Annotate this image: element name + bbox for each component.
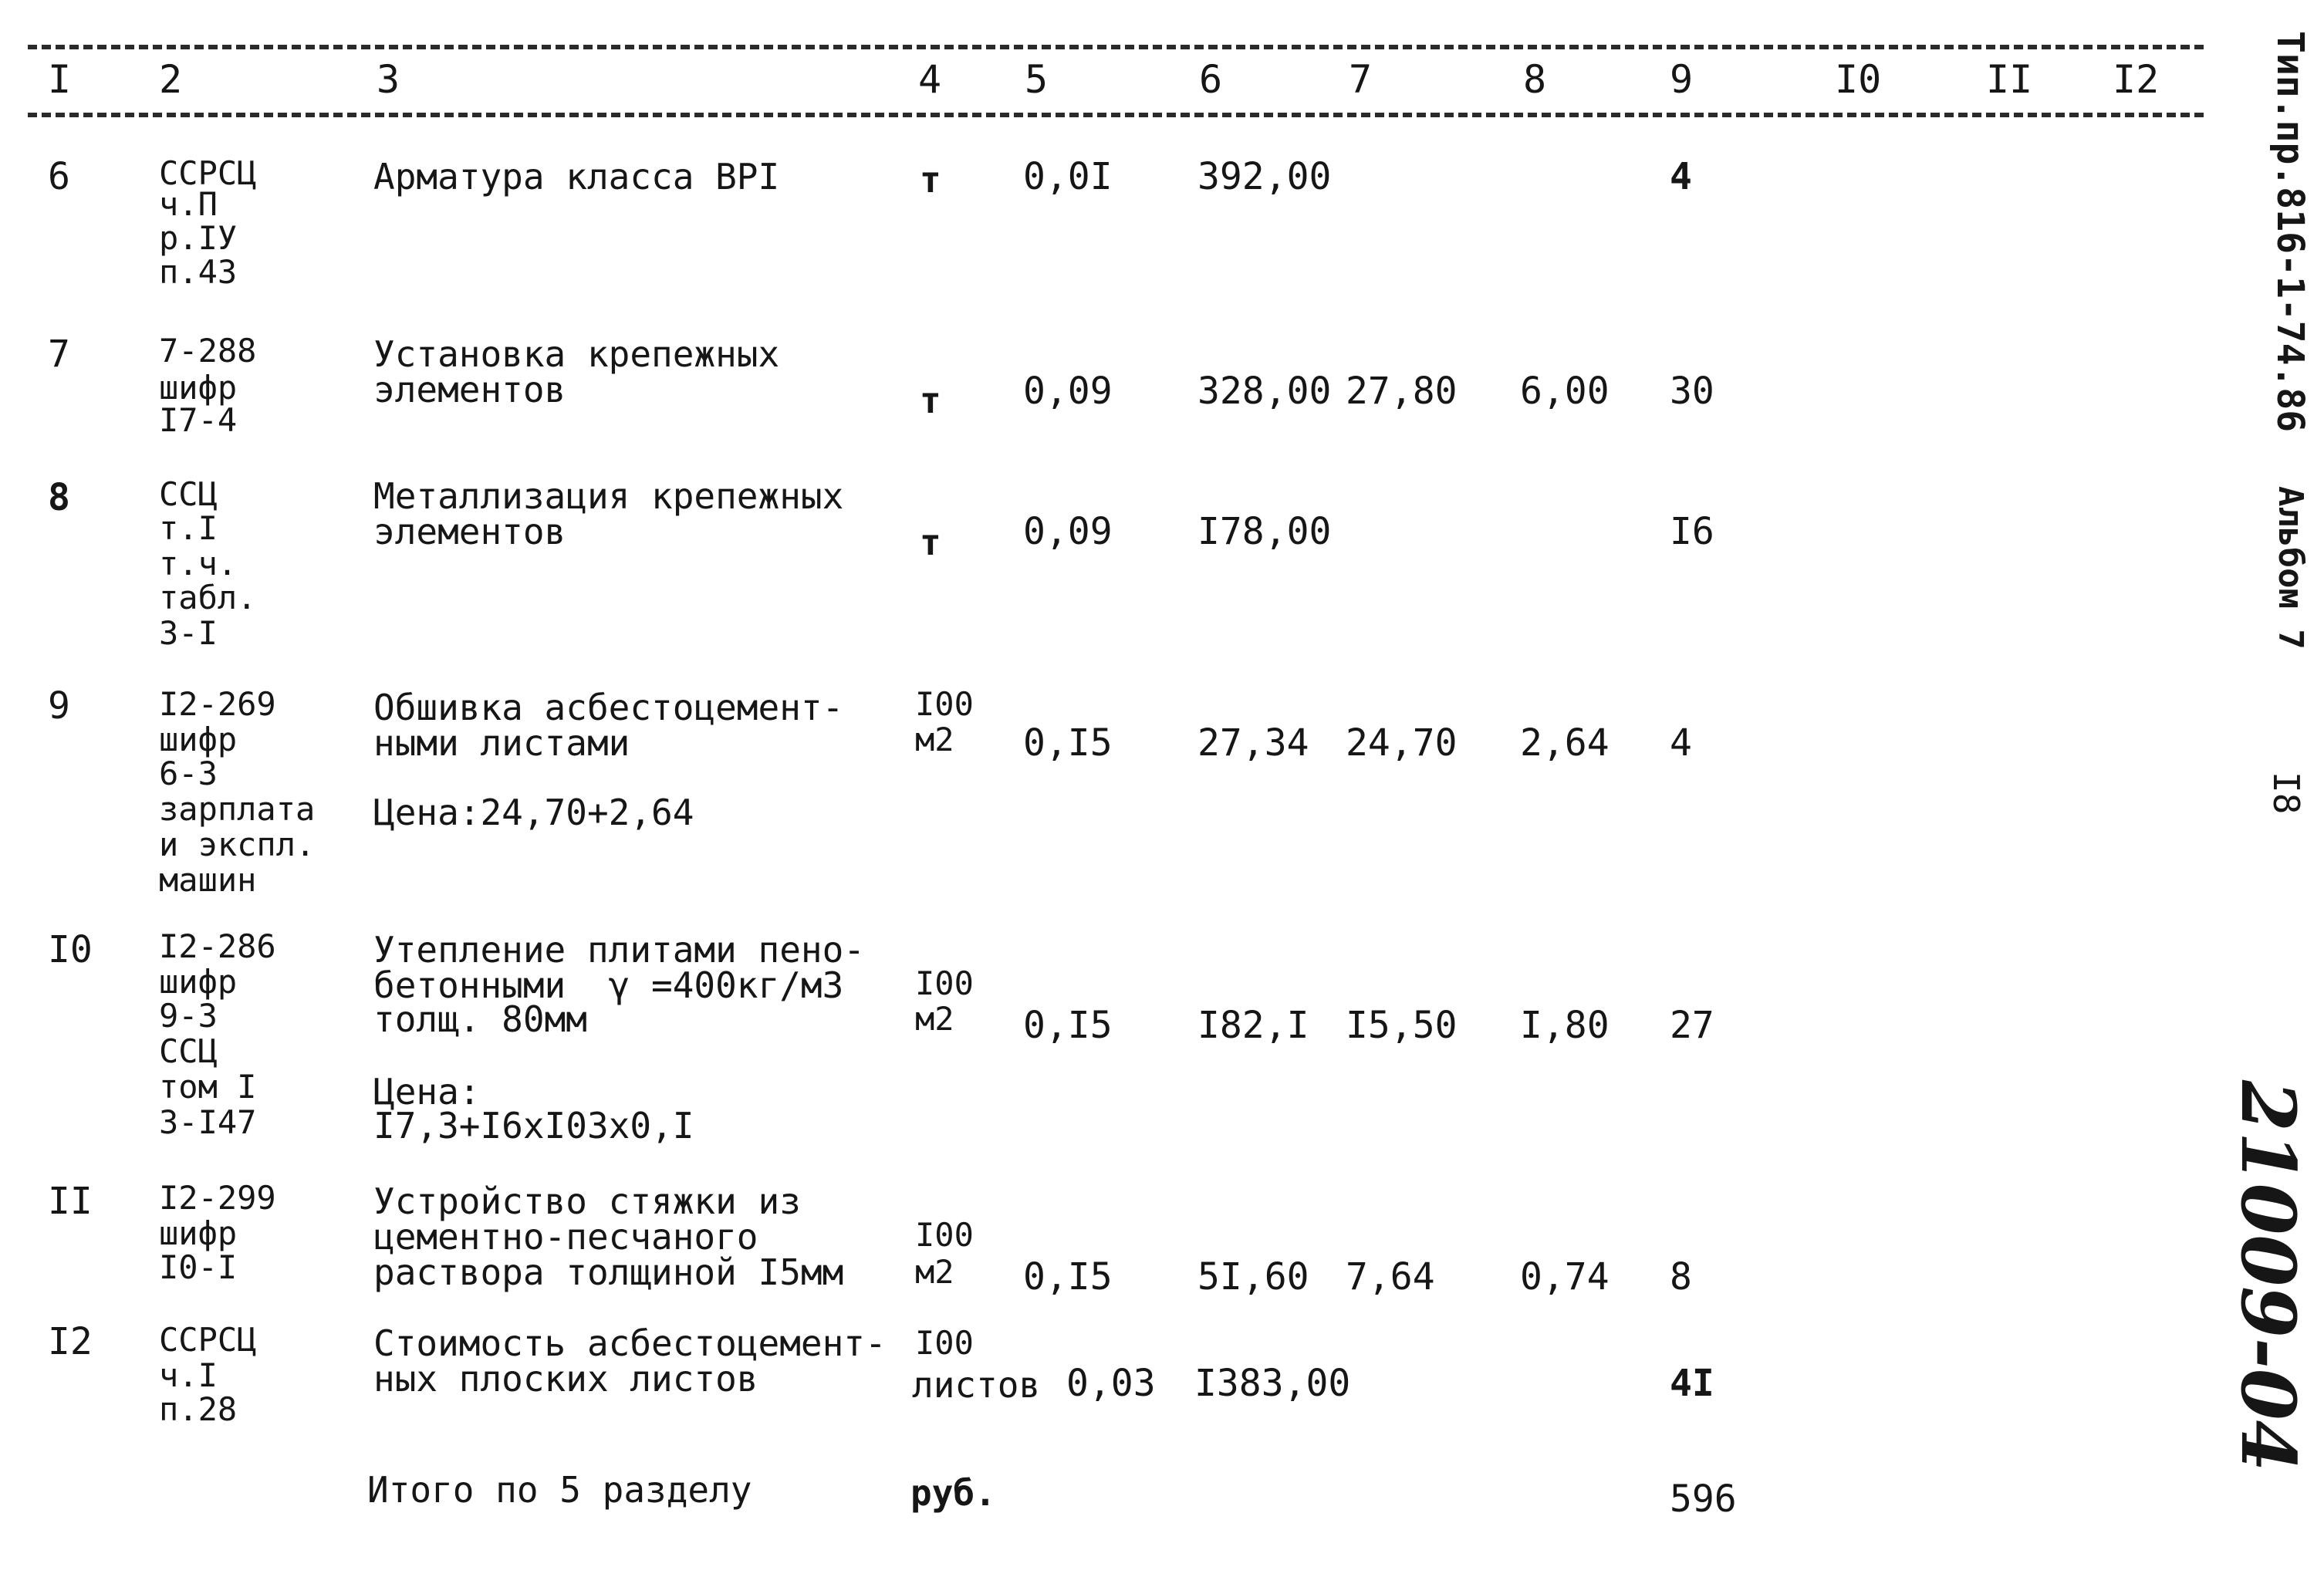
row-code-line: 9-3 xyxy=(159,997,218,1035)
row-code-line: п.28 xyxy=(159,1390,238,1428)
row-price-note: Цена: xyxy=(373,1071,481,1113)
row-name-line: Обшивка асбестоцемент- xyxy=(373,687,844,728)
row-quantity: 0,I5 xyxy=(1023,1004,1113,1047)
row-unit: м2 xyxy=(915,721,954,758)
row-number: 6 xyxy=(48,155,70,198)
col-header-11: II xyxy=(1986,57,2033,102)
row-quantity: 0,I5 xyxy=(1023,1255,1113,1299)
row-name-line: раствора толщиной I5мм xyxy=(373,1251,844,1293)
row-wages: I5,50 xyxy=(1346,1004,1458,1047)
inventory-stamp: 21009-04 xyxy=(2224,1080,2312,1472)
row-code-line: I2-299 xyxy=(159,1179,276,1217)
row-unit: м2 xyxy=(915,1253,954,1291)
row-code-line: т.ч. xyxy=(159,545,238,583)
col-header-1: I xyxy=(48,57,72,102)
row-code-line: шифр xyxy=(159,721,238,758)
row-code-line: 6-3 xyxy=(159,755,218,792)
header-rule-bottom xyxy=(28,113,2204,117)
row-name-line: бетонными γ =400кг/м3 xyxy=(373,964,844,1006)
row-wages: 7,64 xyxy=(1346,1255,1435,1299)
row-name-line: элементов xyxy=(373,511,566,552)
row-number: 8 xyxy=(48,476,70,519)
row-quantity: 0,0I xyxy=(1023,155,1113,198)
row-total-cost: 4 xyxy=(1670,155,1692,198)
row-code-line: ч.I xyxy=(159,1356,218,1394)
col-header-9: 9 xyxy=(1670,57,1694,102)
col-header-7: 7 xyxy=(1349,57,1373,102)
row-total-cost: 8 xyxy=(1670,1255,1692,1299)
row-unit-price: 328,00 xyxy=(1197,370,1332,413)
col-header-2: 2 xyxy=(159,57,183,102)
row-name-line: ных плоских листов xyxy=(373,1358,758,1400)
row-unit-price: 392,00 xyxy=(1197,155,1332,198)
row-unit: I00 xyxy=(915,1216,974,1254)
row-machinery: 0,74 xyxy=(1520,1255,1610,1299)
row-quantity: 0,09 xyxy=(1023,370,1113,413)
page-number: I8 xyxy=(2265,772,2307,815)
row-machinery: 2,64 xyxy=(1520,721,1610,765)
row-code-line: ССРСЦ xyxy=(159,154,257,192)
col-header-6: 6 xyxy=(1199,57,1223,102)
row-code-line: ССЦ xyxy=(159,1032,218,1070)
row-quantity: 0,03 xyxy=(1066,1362,1156,1405)
row-unit-price: I82,I xyxy=(1197,1004,1309,1047)
row-code-line: том I xyxy=(159,1068,257,1106)
row-total-cost: 27 xyxy=(1670,1004,1714,1047)
row-unit-price: 5I,60 xyxy=(1197,1255,1309,1299)
row-code-line: шифр xyxy=(159,963,238,1001)
total-label: Итого по 5 разделу xyxy=(367,1469,752,1511)
col-header-10: I0 xyxy=(1835,57,1882,102)
row-unit: т xyxy=(920,522,941,563)
row-name-line: Металлизация крепежных xyxy=(373,475,844,517)
row-code-line: п.43 xyxy=(159,253,238,291)
row-code-line: машин xyxy=(159,861,257,899)
row-code-line: шифр xyxy=(159,1214,238,1252)
col-header-12: I2 xyxy=(2113,57,2160,102)
album-label: Альбом 7 xyxy=(2271,486,2310,650)
row-unit: м2 xyxy=(915,1000,954,1038)
row-wages: 24,70 xyxy=(1346,721,1458,765)
row-code-line: зарплата xyxy=(159,790,316,828)
row-code-line: I0-I xyxy=(159,1248,238,1286)
row-name-line: толщ. 80мм xyxy=(373,998,587,1040)
row-code-line: I2-286 xyxy=(159,927,276,965)
row-name-line: Утепление плитами пено- xyxy=(373,929,865,971)
row-code-line: табл. xyxy=(159,579,257,616)
row-code-line: 3-I47 xyxy=(159,1103,257,1141)
row-quantity: 0,09 xyxy=(1023,510,1113,553)
row-code-line: ч.П xyxy=(159,185,218,223)
row-name-line: Арматура класса ВРI xyxy=(373,156,780,198)
row-code-line: р.IУ xyxy=(159,219,238,257)
row-name-line: ными листами xyxy=(373,722,630,764)
row-code-line: 7-288 xyxy=(159,332,257,370)
row-number: I2 xyxy=(48,1320,93,1363)
row-unit: т xyxy=(920,159,941,201)
row-code-line: I7-4 xyxy=(159,401,238,439)
row-total-cost: 30 xyxy=(1670,370,1714,413)
col-header-4: 4 xyxy=(918,57,942,102)
row-name-line: цементно-песчаного xyxy=(373,1216,758,1258)
row-code-line: и экспл. xyxy=(159,826,316,863)
row-unit: листов xyxy=(912,1364,1041,1406)
row-unit: т xyxy=(920,380,941,421)
row-unit: I00 xyxy=(915,685,974,723)
row-code-line: 3-I xyxy=(159,614,218,652)
row-code-line: шифр xyxy=(159,369,238,407)
row-number: 7 xyxy=(48,333,70,376)
row-unit-price: I78,00 xyxy=(1197,510,1332,553)
row-name-line: Стоимость асбестоцемент- xyxy=(373,1322,887,1364)
row-price-note: Цена:24,70+2,64 xyxy=(373,792,694,833)
row-machinery: I,80 xyxy=(1520,1004,1610,1047)
project-reference: Тип.пр.816-1-74.86 xyxy=(2268,31,2312,433)
row-price-note: I7,3+I6xI03x0,I xyxy=(373,1105,694,1147)
row-code-line: ССРСЦ xyxy=(159,1321,257,1359)
row-machinery: 6,00 xyxy=(1520,370,1610,413)
row-unit: I00 xyxy=(915,964,974,1002)
row-name-line: элементов xyxy=(373,369,566,410)
col-header-8: 8 xyxy=(1523,57,1547,102)
row-unit-price: I383,00 xyxy=(1194,1362,1351,1405)
col-header-3: 3 xyxy=(377,57,400,102)
row-number: 9 xyxy=(48,684,70,728)
total-unit: руб. xyxy=(910,1472,996,1514)
row-name-line: Установка крепежных xyxy=(373,333,780,375)
row-code-line: т.I xyxy=(159,509,218,547)
row-number: II xyxy=(48,1180,93,1223)
row-number: I0 xyxy=(48,928,93,971)
col-header-5: 5 xyxy=(1025,57,1049,102)
row-code-line: I2-269 xyxy=(159,685,276,723)
row-code-line: ССЦ xyxy=(159,475,218,513)
row-unit: I00 xyxy=(915,1324,974,1362)
row-total-cost: I6 xyxy=(1670,510,1714,553)
row-wages: 27,80 xyxy=(1346,370,1458,413)
row-total-cost: 4I xyxy=(1670,1362,1714,1405)
total-value: 596 xyxy=(1670,1477,1737,1521)
row-name-line: Устройство стяжки из xyxy=(373,1180,801,1222)
row-total-cost: 4 xyxy=(1670,721,1692,765)
row-quantity: 0,I5 xyxy=(1023,721,1113,765)
header-rule-top xyxy=(28,45,2204,49)
row-unit-price: 27,34 xyxy=(1197,721,1309,765)
